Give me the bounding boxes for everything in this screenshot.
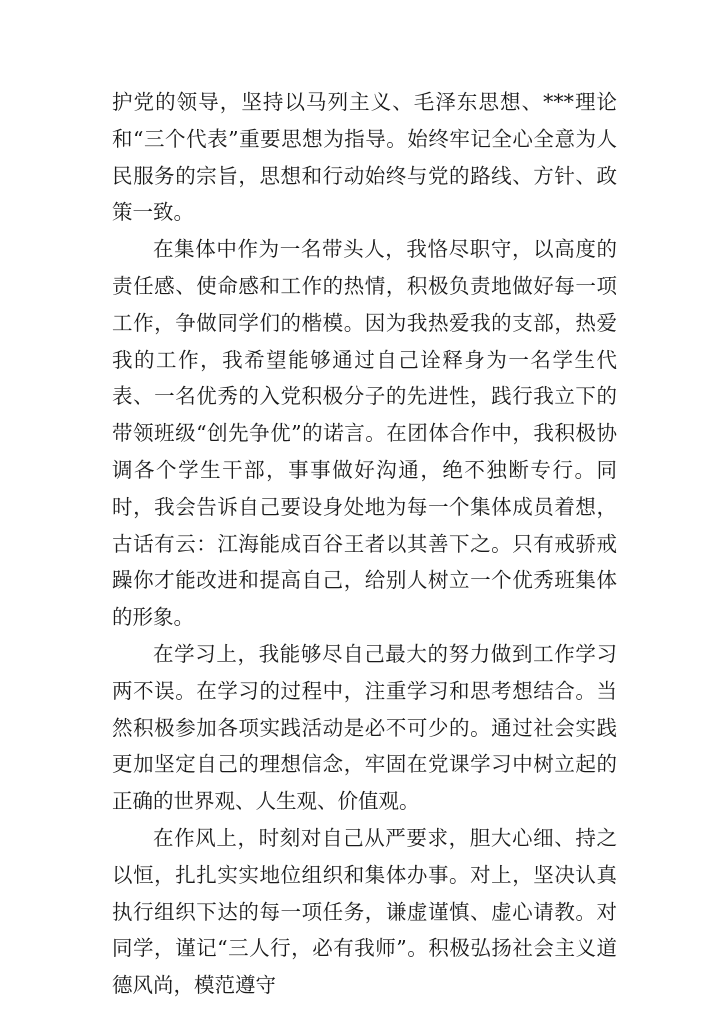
paragraph-study: 在学习上，我能够尽自己最大的努力做到工作学习两不误。在学习的过程中，注重学习和思考想结合。当然积极参加各项实践活动是必不可少的。通过社会实践更加坚定自己的理想信念，牢固在党课学习中树立起的正确的世界观、人生观、价值观。 xyxy=(112,641,617,814)
paragraph-work-style: 在作风上，时刻对自己从严要求，胆大心细、持之以恒，扎扎实实地位组织和集体办事。对上，坚决认真执行组织下达的每一项任务，谦虚谨慎、虚心请教。对同学，谨记“三人行，必有我师”。积极弘扬社会主义道德风尚，模范遵守 xyxy=(112,825,617,998)
paragraph-party-guidance: 护党的领导，坚持以马列主义、毛泽东思想、***理论和“三个代表”重要思想为指导。始终牢记全心全意为人民服务的宗旨，思想和行动始终与党的路线、方针、政策一致。 xyxy=(112,90,617,225)
document-body xyxy=(112,84,617,1004)
paragraph-collective-leadership: 在集体中作为一名带头人，我恪尽职守，以高度的责任感、使命感和工作的热情，积极负责地做好每一项工作，争做同学们的楷模。因为我热爱我的支部，热爱我的工作，我希望能够通过自己诠释身为一名学生代表、一名优秀的入党积极分子的先进性，践行我立下的带领班级“创先争优”的诺言。在团体合作中，我积极协调各个学生干部，事事做好沟通，绝不独断专行。同时，我会告诉自己要设身处地为每一个集体成员着想，古话有云：江海能成百谷王者以其善下之。只有戒骄戒躁你才能改进和提高自己，给别人树立一个优秀班集体的形象。 xyxy=(112,237,617,630)
